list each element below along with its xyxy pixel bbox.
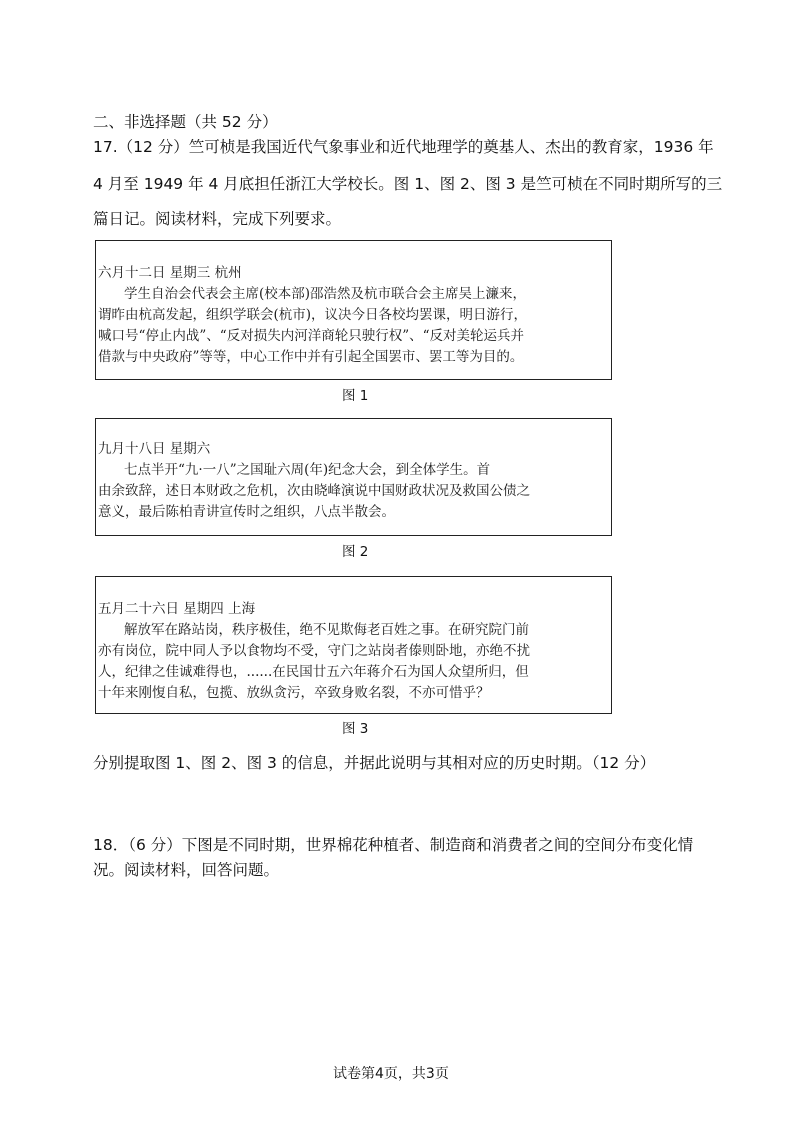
q17-line-3: 篇日记。阅读材料，完成下列要求。 [93,210,342,228]
figure-1-caption: 图 1 [342,388,369,404]
q17-line-2: 4 月至 1949 年 4 月底担任浙江大学校长。图 1、图 2、图 3 是竺可桢在不同时期所写的三 [93,175,723,193]
diary-3-header: 五月二十六日 星期四 上海 [98,601,256,617]
diary-1-line-2: 谓昨由杭高发起，组织学联会(杭市)，议决今日各校均罢课，明日游行， [98,307,528,323]
diary-3-line-1: 解放军在路站岗，秩序极佳，绝不见欺侮老百姓之事。在研究院门前 [124,622,529,638]
diary-1-header: 六月十二日 星期三 杭州 [98,265,242,281]
diary-1-line-4: 借款与中央政府”等等，中心工作中并有引起全国罢市、罢工等为目的。 [98,349,524,365]
q18-line-1: 18．（6 分）下图是不同时期，世界棉花种植者、制造商和消费者之间的空间分布变化情 [93,836,694,854]
diary-1-line-3: 喊口号“停止内战”、“反对损失内河洋商轮只驶行权”、“反对美轮运兵并 [98,328,525,344]
diary-figure-3 [95,576,612,714]
figure-2-caption: 图 2 [342,544,369,560]
q17-line-1: 17.（12 分）竺可桢是我国近代气象事业和近代地理学的奠基人、杰出的教育家，1936 年 [93,138,714,156]
diary-2-header: 九月十八日 星期六 [98,441,211,457]
q17-task: 分别提取图 1、图 2、图 3 的信息，并据此说明与其相对应的历史时期。（12 分） [93,754,656,772]
diary-3-line-4: 十年来刚愎自私，包揽、放纵贪污，卒致身败名裂，不亦可惜乎？ [98,685,490,701]
diary-3-line-2: 亦有岗位，院中同人予以食物均不受，守门之站岗者傣则卧地，亦绝不扰 [98,643,530,659]
diary-figure-1 [95,240,612,380]
diary-2-line-2: 由余致辞，述日本财政之危机，次由晓峰演说中国财政状况及救国公债之 [98,483,530,499]
section-heading: 二、非选择题（共 52 分） [93,113,278,131]
diary-2-line-3: 意义，最后陈柏青讲宣传时之组织，八点半散会。 [98,504,395,520]
page-footer: 试卷第4页，共3页 [333,1066,449,1082]
diary-figure-2 [95,418,612,536]
figure-3-caption: 图 3 [342,721,369,737]
q18-line-2: 况。阅读材料，回答问题。 [93,861,280,879]
diary-2-line-1: 七点半开“九·一八”之国耻六周(年)纪念大会，到全体学生。首 [124,462,491,478]
diary-3-line-3: 人，纪律之佳诚难得也，......在民国廿五六年蒋介石为国人众望所归，但 [98,664,529,680]
diary-1-line-1: 学生自治会代表会主席(校本部)邵浩然及杭市联合会主席吴上濂来， [124,286,527,302]
